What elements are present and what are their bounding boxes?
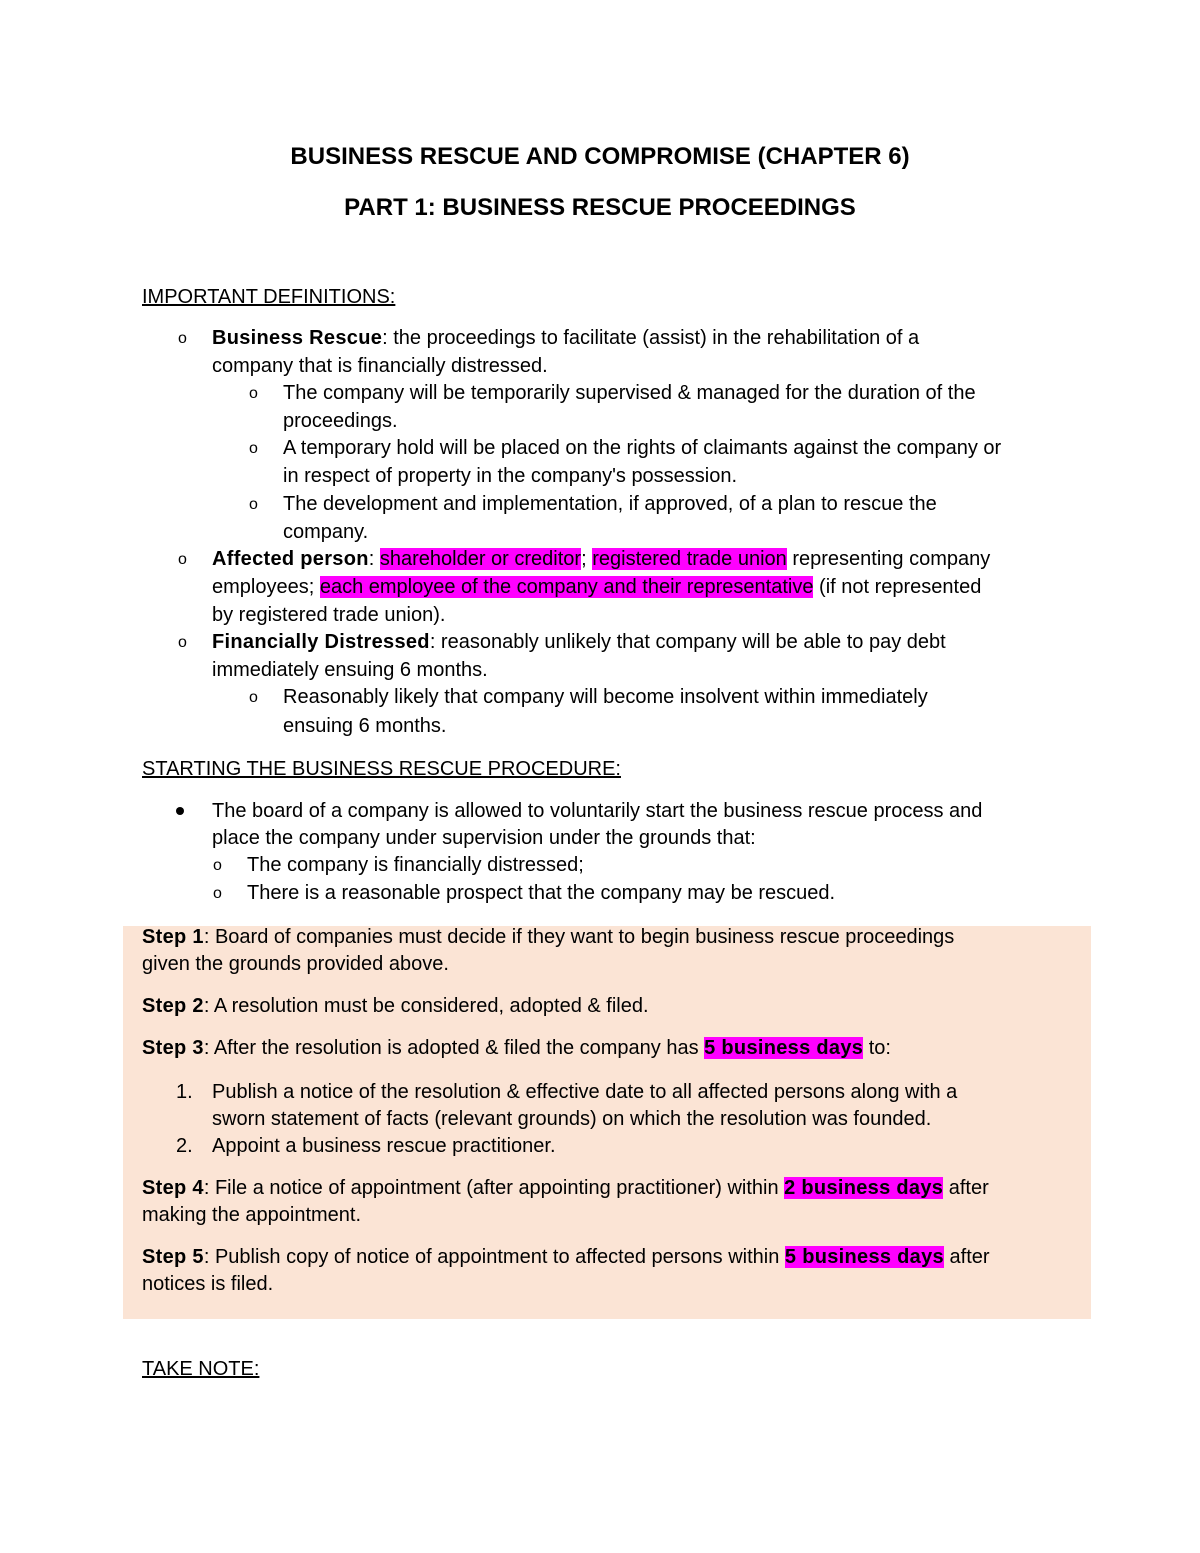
list-item-cont: sworn statement of facts (relevant grounds) on which the resolution was founded. <box>212 1108 932 1130</box>
list-item: Appoint a business rescue practitioner. <box>212 1135 556 1157</box>
step-text: : After the resolution is adopted & filed the company has <box>203 1037 705 1059</box>
step-2 <box>142 993 649 1020</box>
step-text: to: <box>863 1037 891 1059</box>
step-1 <box>142 924 954 951</box>
highlight-days: 2 business days <box>784 1177 944 1199</box>
def-text: employees; <box>212 576 320 598</box>
step-text: after <box>943 1246 990 1268</box>
bullet-marker: o <box>249 440 258 457</box>
term-financially-distressed: Financially Distressed <box>212 631 430 653</box>
step-label: Step 3 <box>142 1037 204 1059</box>
step-5-cont: notices is filed. <box>142 1273 274 1295</box>
def-colon: : <box>368 548 380 570</box>
sub-item: The development and implementation, if approved, of a plan to rescue the <box>283 493 937 515</box>
bullet-dot <box>176 807 184 815</box>
def-business-rescue-cont: company that is financially distressed. <box>212 355 548 377</box>
step-text: : A resolution must be considered, adopted & filed. <box>203 995 649 1017</box>
bullet-marker: o <box>249 385 258 402</box>
def-text: representing company <box>786 548 991 570</box>
step-text: : File a notice of appointment (after appointing practitioner) within <box>203 1177 785 1199</box>
starting-text: The board of a company is allowed to voluntarily start the business rescue process and <box>212 800 983 822</box>
page-subtitle: PART 1: BUSINESS RESCUE PROCEEDINGS <box>344 194 856 221</box>
def-affected-person <box>212 546 990 573</box>
sub-item: Reasonably likely that company will become insolvent within immediately <box>283 686 928 708</box>
sub-item-cont: in respect of property in the company's possession. <box>283 465 738 487</box>
step-label: Step 2 <box>142 995 204 1017</box>
sub-item-cont: company. <box>283 521 369 543</box>
step-label: Step 1 <box>142 926 204 948</box>
def-financially-distressed-cont: immediately ensuing 6 months. <box>212 659 488 681</box>
step-4-cont: making the appointment. <box>142 1204 362 1226</box>
take-note-heading: TAKE NOTE: <box>142 1358 260 1380</box>
term-business-rescue: Business Rescue <box>212 327 383 349</box>
bullet-marker: o <box>178 634 187 651</box>
step-label: Step 4 <box>142 1177 204 1199</box>
def-business-rescue <box>212 325 919 352</box>
bullet-marker: o <box>249 689 258 706</box>
bullet-marker: o <box>213 885 222 902</box>
bullet-marker: o <box>213 857 222 874</box>
step-3 <box>142 1035 891 1062</box>
starting-text-cont: place the company under supervision under the grounds that: <box>212 827 756 849</box>
bullet-marker: o <box>178 330 187 347</box>
step-text: : Board of companies must decide if they want to begin business rescue proceedings <box>203 926 955 948</box>
starting-heading: STARTING THE BUSINESS RESCUE PROCEDURE: <box>142 758 621 780</box>
def-affected-person-cont <box>212 574 981 601</box>
def-text: : the proceedings to facilitate (assist) in the rehabilitation of a <box>382 327 920 349</box>
step-5 <box>142 1244 990 1271</box>
bullet-marker: o <box>249 496 258 513</box>
highlight-employee: each employee of the company and their representative <box>319 576 814 598</box>
term-affected-person: Affected person <box>212 548 369 570</box>
step-text: after <box>943 1177 989 1199</box>
step-label: Step 5 <box>142 1246 204 1268</box>
def-affected-person-cont2: by registered trade union). <box>212 604 446 626</box>
step-4 <box>142 1175 989 1202</box>
list-number: 1. <box>176 1081 193 1103</box>
highlight-trade-union: registered trade union <box>592 548 787 570</box>
starting-sub: The company is financially distressed; <box>247 854 584 876</box>
highlight-days: 5 business days <box>704 1037 864 1059</box>
def-financially-distressed <box>212 629 946 656</box>
def-text: (if not represented <box>813 576 982 598</box>
sub-item: A temporary hold will be placed on the rights of claimants against the company or <box>283 437 1002 459</box>
step-1-cont: given the grounds provided above. <box>142 953 449 975</box>
starting-sub: There is a reasonable prospect that the company may be rescued. <box>247 882 836 904</box>
step-text: : Publish copy of notice of appointment to affected persons within <box>203 1246 785 1268</box>
sub-item-cont: proceedings. <box>283 410 398 432</box>
highlight-shareholder: shareholder or creditor <box>379 548 582 570</box>
sub-item: The company will be temporarily supervised & managed for the duration of the <box>283 382 976 404</box>
list-item: Publish a notice of the resolution & effective date to all affected persons along with a <box>212 1081 958 1103</box>
bullet-marker: o <box>178 551 187 568</box>
page-title: BUSINESS RESCUE AND COMPROMISE (CHAPTER 6) <box>290 143 910 170</box>
list-number: 2. <box>176 1135 193 1157</box>
sub-item-cont: ensuing 6 months. <box>283 715 447 737</box>
def-sep: ; <box>581 548 593 570</box>
highlight-days: 5 business days <box>784 1246 944 1268</box>
def-text: : reasonably unlikely that company will be able to pay debt <box>429 631 946 653</box>
definitions-heading: IMPORTANT DEFINITIONS: <box>142 286 396 308</box>
